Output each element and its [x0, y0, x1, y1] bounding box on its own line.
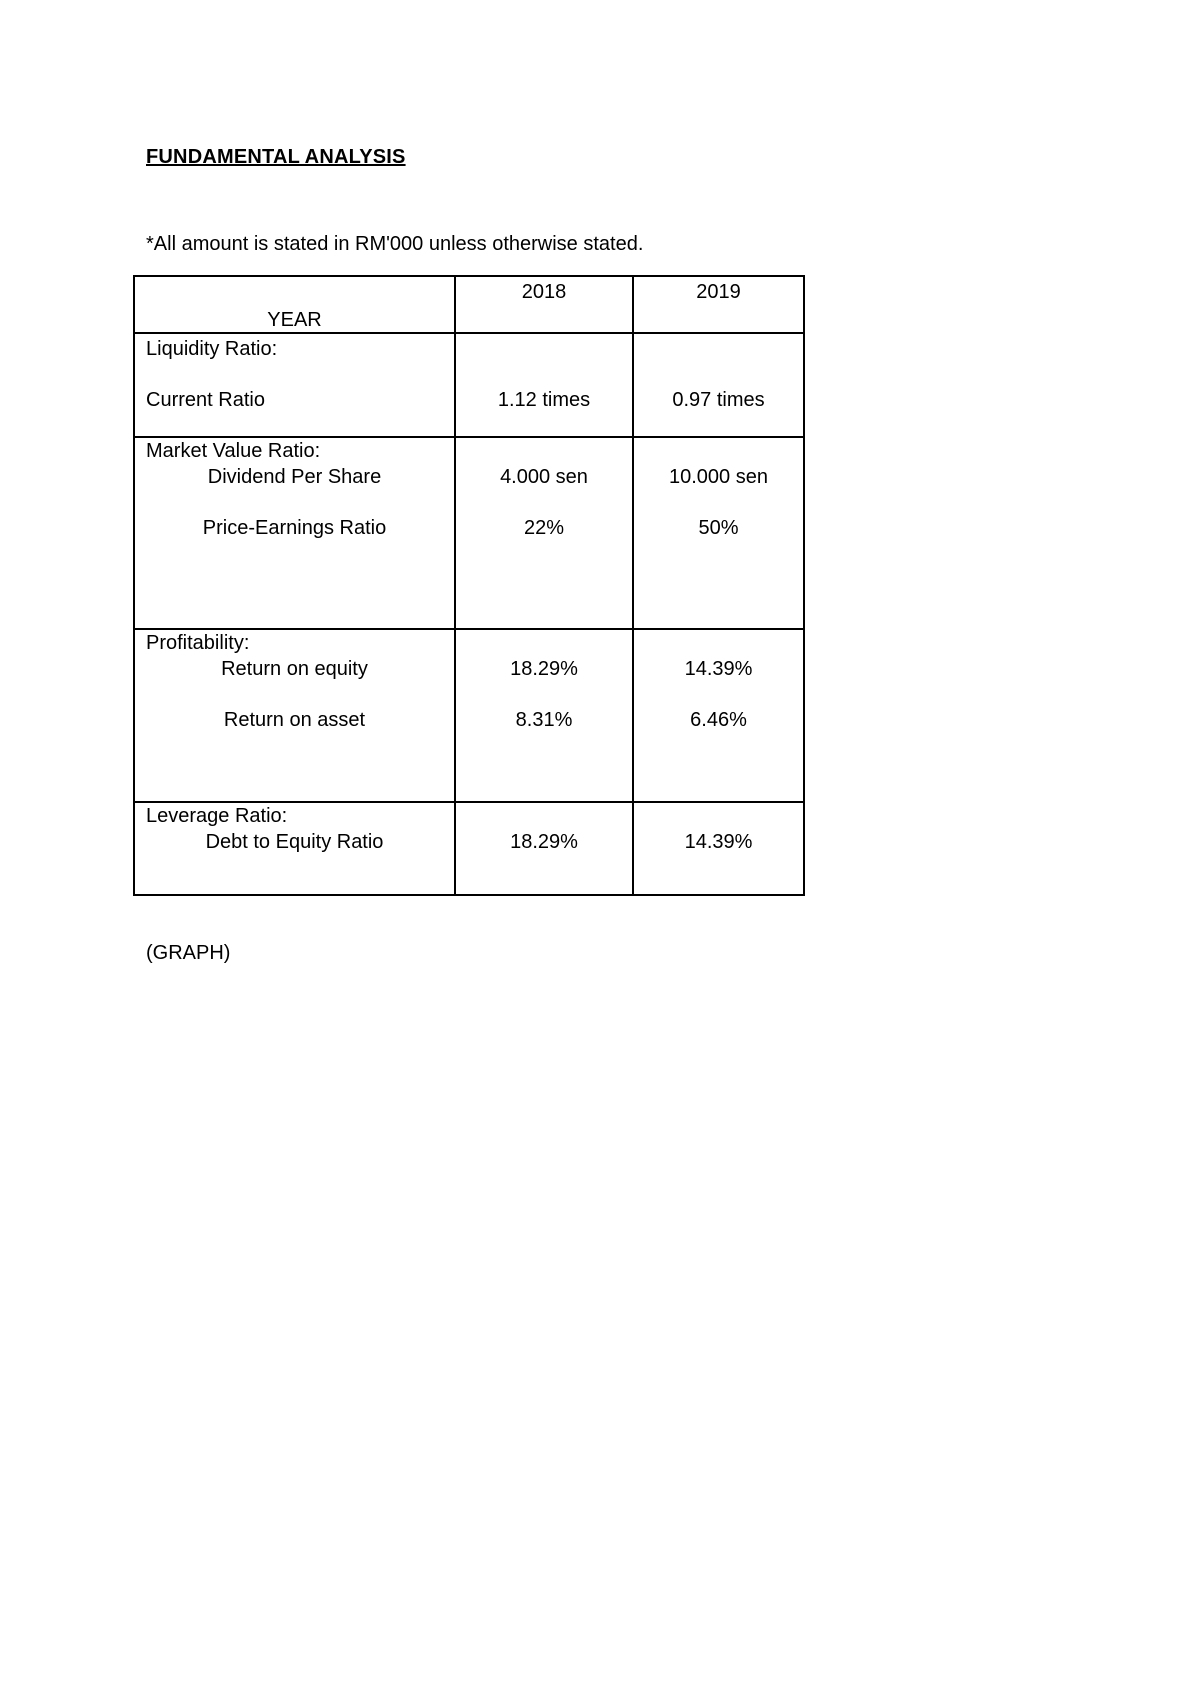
value-cell-2019: [633, 629, 804, 802]
year-2018-cell: [455, 276, 633, 333]
section-leverage: [134, 802, 804, 895]
value-2018: 4.000 sen: [500, 466, 588, 488]
year-2019-cell: [633, 276, 804, 333]
section-heading: Market Value Ratio:: [146, 440, 321, 462]
value-2019: 14.39%: [684, 831, 753, 853]
currency-note: *All amount is stated in RM'000 unless otherwise stated.: [146, 233, 644, 255]
section-label-cell: [134, 802, 455, 895]
section-label-cell: [134, 437, 455, 629]
value-2019: 6.46%: [690, 709, 747, 731]
value-2019: 14.39%: [684, 658, 753, 680]
year-header-cell: [134, 276, 455, 333]
value-2018: 8.31%: [515, 709, 573, 731]
value-cell-2019: [633, 802, 804, 895]
section-heading: Profitability:: [146, 632, 250, 654]
section-market-value: [134, 437, 804, 629]
value-2019: 50%: [698, 517, 739, 539]
row-label: Current Ratio: [146, 389, 265, 411]
value-2018: 1.12 times: [497, 389, 591, 411]
value-2018: 22%: [523, 517, 565, 539]
section-heading: Liquidity Ratio:: [146, 338, 278, 360]
value-2018: 18.29%: [510, 658, 578, 680]
year-2018-label: 2018: [521, 281, 567, 303]
section-heading: Leverage Ratio:: [146, 805, 288, 827]
header-row: [134, 276, 804, 333]
section-liquidity: [134, 333, 804, 437]
graph-placeholder: (GRAPH): [146, 942, 231, 964]
row-label: Debt to Equity Ratio: [205, 831, 384, 853]
value-cell-2019: [633, 437, 804, 629]
value-cell-2019: [633, 333, 804, 437]
section-profitability: [134, 629, 804, 802]
value-2018: 18.29%: [510, 831, 578, 853]
year-2019-label: 2019: [696, 281, 741, 303]
row-label: Price-Earnings Ratio: [202, 517, 387, 539]
year-header-label: YEAR: [267, 309, 322, 331]
section-label-cell: [134, 629, 455, 802]
row-label: Return on equity: [221, 658, 368, 680]
value-cell-2018: [455, 802, 633, 895]
value-2019: 10.000 sen: [669, 466, 768, 488]
row-label: Dividend Per Share: [207, 466, 382, 488]
section-label-cell: [134, 333, 455, 437]
ratio-table: [133, 275, 805, 896]
row-label: Return on asset: [223, 709, 366, 731]
value-cell-2018: [455, 333, 633, 437]
value-cell-2018: [455, 437, 633, 629]
value-2019: 0.97 times: [672, 389, 765, 411]
page-title: FUNDAMENTAL ANALYSIS: [146, 146, 406, 168]
value-cell-2018: [455, 629, 633, 802]
